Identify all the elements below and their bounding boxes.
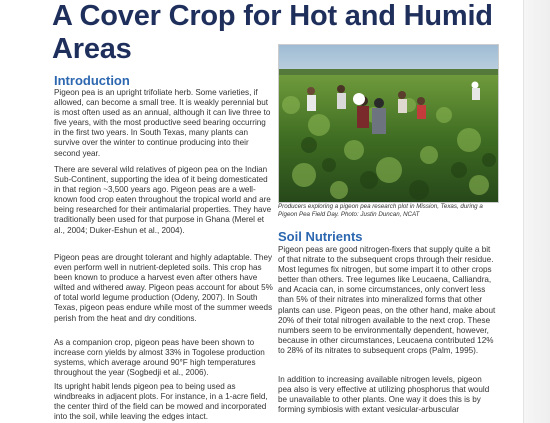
photo-caption: Producers exploring a pigeon pea research plot in Mission, Texas, during a Pigeon Pea Field Day. Photo: Justin Duncan, NCAT	[278, 203, 483, 218]
soil-paragraph-2: In addition to increasing available nitrogen levels, pigeon pea also is very effective at utilizing phosphorus that would be unavailable to other plants. One way it does this is by forming symbiosis with extant vesicular-arbuscular	[278, 375, 490, 415]
introduction-heading: Introduction	[54, 73, 130, 88]
page-edge	[523, 0, 550, 423]
intro-paragraph-5: Its upright habit lends pigeon pea to being used as windbreaks in adjacent plots. For instance, in a 1-acre field, the center third of the field can be mowed and incorporated into the soil, while leaving the edges intact.	[54, 382, 268, 422]
page-title: A Cover Crop for Hot and Humid Areas	[52, 0, 493, 65]
intro-paragraph-3: Pigeon peas are drought tolerant and highly adaptable. They even perform well in nutrient-depleted soils. This crop has been known to produce a harvest even after others have wilted and withered away. Pigeon peas account for about 5% of total world legume production (Odeny, 2007). In South Texas, pigeon peas endure while most of the summer weeds perish from the heat and dry conditions.	[54, 253, 273, 323]
pigeon-pea-field-photo	[278, 44, 499, 203]
intro-paragraph-4: As a companion crop, pigeon peas have been shown to increase corn yields by almost 33% in Togolese production systems, which average around 90°F high temperatures throughout the year (Sogbedji et al., 2006).	[54, 338, 265, 378]
intro-paragraph-1: Pigeon pea is an upright trifoliate herb. Some varieties, if allowed, can become a small tree. It is weakly perennial but is most often used as an annual, although it can live three to five years, with the most productive seed bearing occurring in the first two years. In South Texas, many plants can survive over the winter to continue producing into their second year.	[54, 88, 271, 158]
intro-paragraph-2: There are several wild relatives of pigeon pea on the Indian Sub-Continent, supporting the idea of it being domesticated in that region ~3,500 years ago. Pigeon peas are a well-known food crop eaten throughout the tropical world and are being researched for their antimalarial properties. They have traditionally been used for that purpose in Ghana (Merel et al., 2004; Duker-Eshun et al., 2004).	[54, 165, 272, 235]
soil-paragraph-1: Pigeon peas are good nitrogen-fixers that supply quite a bit of that nitrate to the subsequent crops through their residue. Most legumes fix nitrogen, but some impart it to other crops better than others. Tree legumes like Leucaena, Calliandra, and Acacia can, in some circumstances, only convert less than 5% of their nitrates into mineralized forms that other plants can use. Pigeon peas, on the other hand, make about 20% of their total nitrogen available to the next crop. These numbers seem to be environmentally dependent, however, because in other circumstances, Leucaena contributed 12% to 28% of its nitrates to subsequent crops (Palm, 1995).	[278, 245, 496, 355]
field-illustration	[279, 45, 498, 202]
soil-nutrients-heading: Soil Nutrients	[278, 229, 363, 244]
